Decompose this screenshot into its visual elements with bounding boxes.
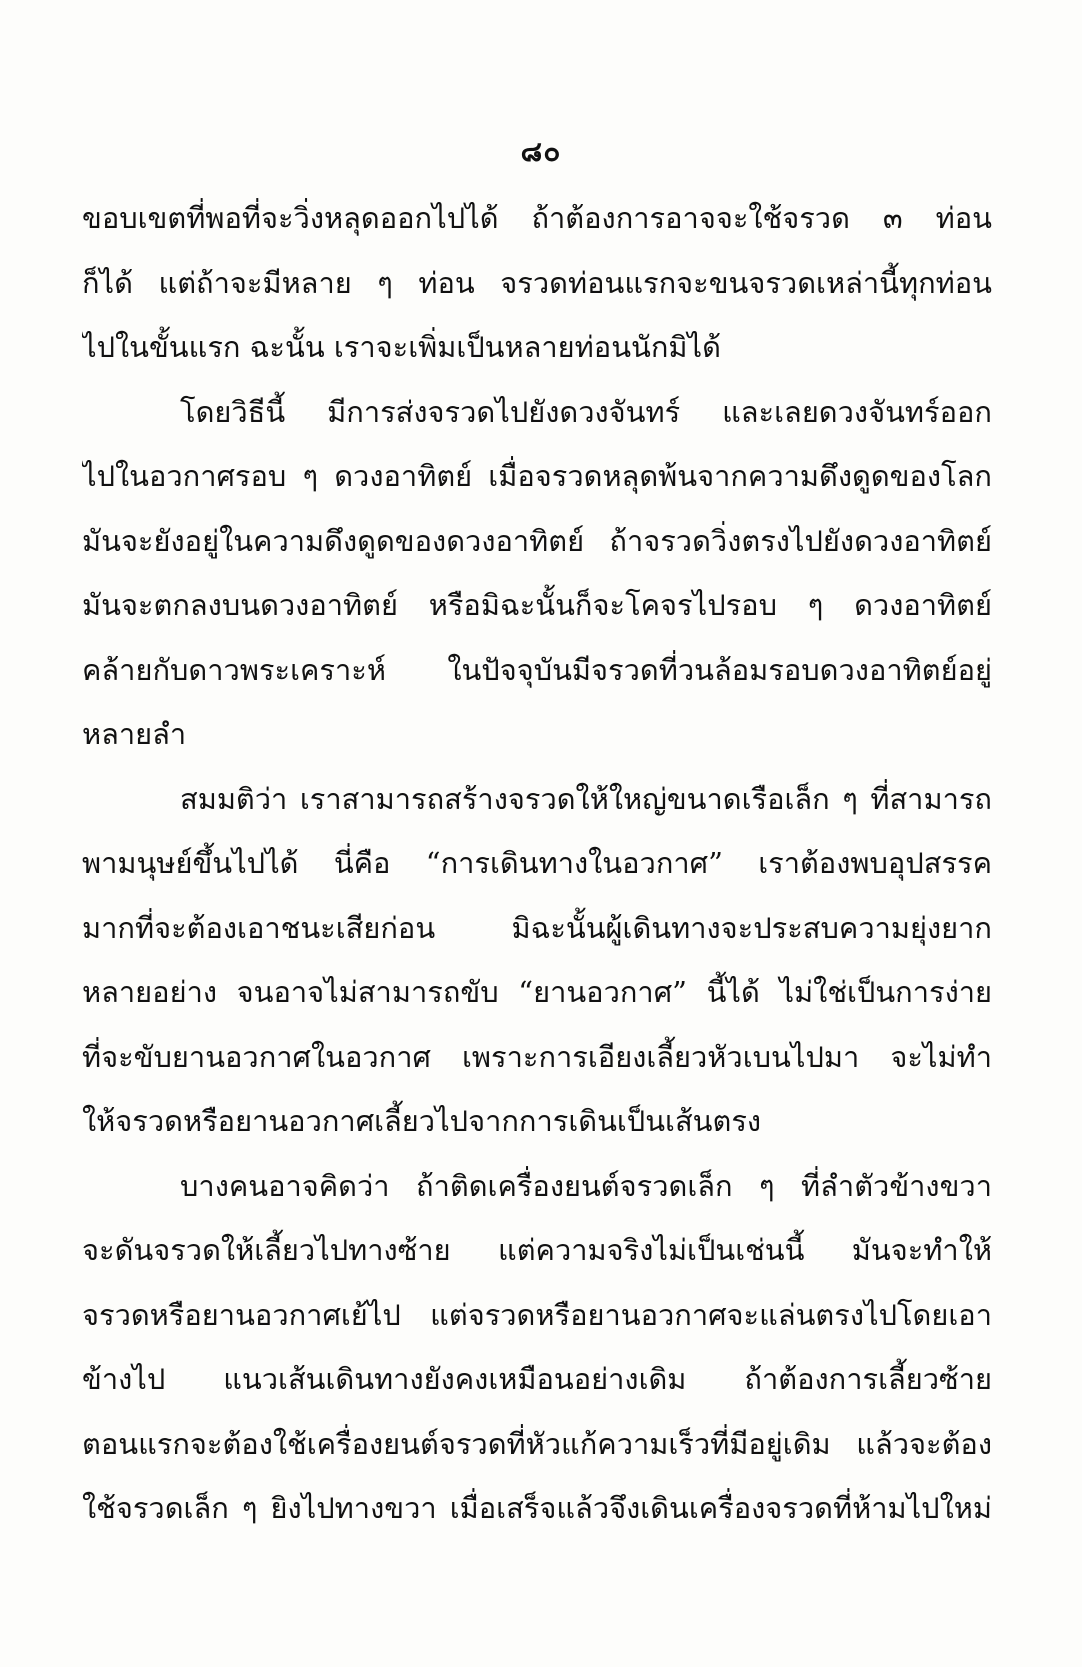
page-number: ๘๐ [520,135,562,168]
text-line: หลายลำ [82,717,187,751]
paragraph [82,380,992,767]
text-line: พามนุษย์ขึ้นไปได้ นี่คือ “การเดินทางในอวกาศ” เราต้องพบอุปสรรค [82,846,992,880]
text-line: จะดันจรวดให้เลี้ยวไปทางซ้าย แต่ความจริงไม่เป็นเช่นนี้ มันจะทำให้ [82,1233,992,1267]
text-line: จรวดหรือยานอวกาศเย้ไป แต่จรวดหรือยานอวกาศจะแล่นตรงไปโดยเอา [82,1297,992,1332]
text-line: ข้างไป แนวเส้นเดินทางยังคงเหมือนอย่างเดิม ถ้าต้องการเลี้ยวซ้าย [82,1362,992,1396]
text-line: โดยวิธีนี้ มีการส่งจรวดไปยังดวงจันทร์ และเลยดวงจันทร์ออก [180,394,992,429]
text-line: ขอบเขตที่พอที่จะวิ่งหลุดออกไปได้ ถ้าต้องการอาจจะใช้จรวด ๓ ท่อน [82,201,992,235]
text-line: ตอนแรกจะต้องใช้เครื่องยนต์จรวดที่หัวแก้ความเร็วที่มีอยู่เดิม แล้วจะต้อง [82,1426,992,1461]
text-line: ใช้จรวดเล็ก ๆ ยิงไปทางขวา เมื่อเสร็จแล้วจึงเดินเครื่องจรวดที่ห้ามไปใหม่ [82,1491,992,1525]
text-line: บางคนอาจคิดว่า ถ้าติดเครื่องยนต์จรวดเล็ก ๆ ที่ลำตัวข้างขวา [180,1168,992,1203]
text-line: มันจะยังอยู่ในความดึงดูดของดวงอาทิตย์ ถ้าจรวดวิ่งตรงไปยังดวงอาทิตย์ [82,523,992,558]
text-line: คล้ายกับดาวพระเคราะห์ ในปัจจุบันมีจรวดที่วนล้อมรอบดวงอาทิตย์อยู่ [82,652,992,687]
text-line: สมมติว่า เราสามารถสร้างจรวดให้ใหญ่ขนาดเรือเล็ก ๆ ที่สามารถ [180,781,992,816]
body-text [82,186,992,1541]
text-line: ไปในอวกาศรอบ ๆ ดวงอาทิตย์ เมื่อจรวดหลุดพ้นจากความดึงดูดของโลก [82,459,992,493]
text-line: ให้จรวดหรือยานอวกาศเลี้ยวไปจากการเดินเป็นเส้นตรง [82,1104,762,1138]
paragraph [82,1154,992,1541]
text-line: ไปในขั้นแรก ฉะนั้น เราจะเพิ่มเป็นหลายท่อนนักมิได้ [82,330,721,364]
text-line: หลายอย่าง จนอาจไม่สามารถขับ “ยานอวกาศ” นี้ได้ ไม่ใช่เป็นการง่าย [82,975,992,1009]
text-line: มันจะตกลงบนดวงอาทิตย์ หรือมิฉะนั้นก็จะโคจรไปรอบ ๆ ดวงอาทิตย์ [82,588,992,622]
text-line: ที่จะขับยานอวกาศในอวกาศ เพราะการเอียงเลี้ยวหัวเบนไปมา จะไม่ทำ [82,1039,992,1074]
paragraph [82,767,992,1154]
text-line: มากที่จะต้องเอาชนะเสียก่อน มิฉะนั้นผู้เดินทางจะประสบความยุ่งยาก [82,910,992,945]
paragraph [82,186,992,380]
text-line: ก็ได้ แต่ถ้าจะมีหลาย ๆ ท่อน จรวดท่อนแรกจะขนจรวดเหล่านี้ทุกท่อน [82,265,992,300]
